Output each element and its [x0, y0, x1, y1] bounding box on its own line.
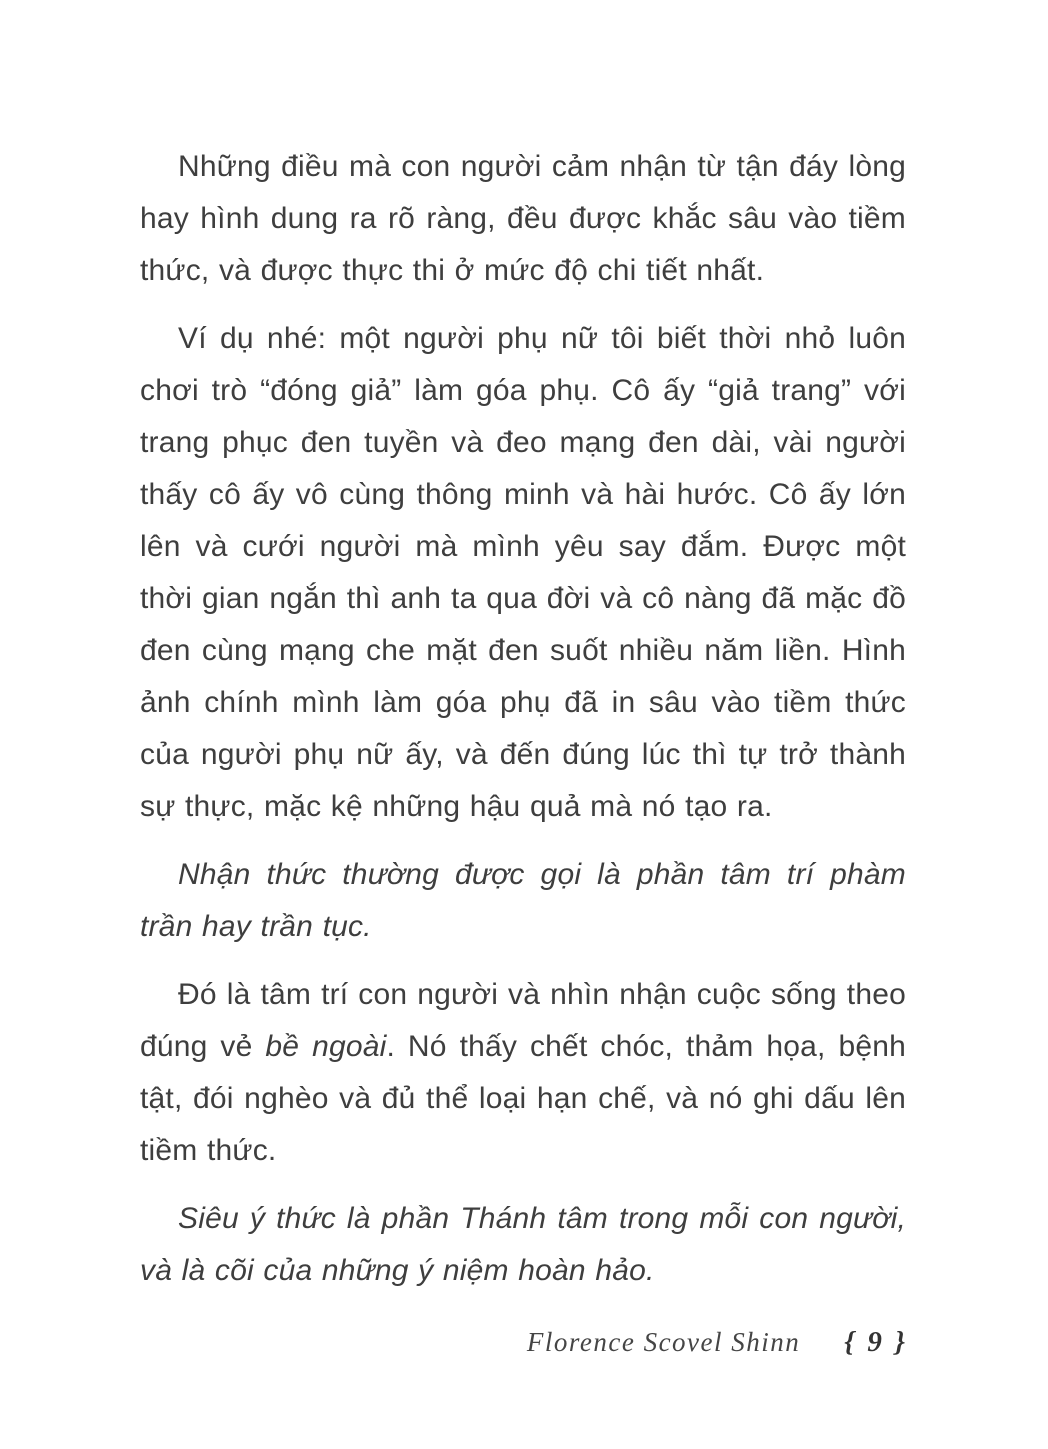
- paragraph: Những điều mà con người cảm nhận từ tận đáy lòng hay hình dung ra rõ ràng, đều được khắc sâu vào tiềm thức, và được thực thi ở mức độ chi tiết nhất.: [140, 150, 906, 287]
- paragraph-segment-italic: bề ngoài: [265, 1030, 387, 1063]
- folio-close-brace: }: [894, 1326, 905, 1358]
- paragraph-emphasized: Siêu ý thức là phần Thánh tâm trong mỗi con người, và là cõi của những ý niệm hoàn hảo.: [140, 1202, 906, 1287]
- footer-author-name: Florence Scovel Shinn: [526, 1327, 801, 1357]
- paragraph: Ví dụ nhé: một người phụ nữ tôi biết thời nhỏ luôn chơi trò “đóng giả” làm góa phụ. Cô ấy “giả trang” với trang phục đen tuyền và đeo mạng đen dài, vài người thấy cô ấy vô cùng thông minh và hài hước. Cô ấy lớn lên và cưới người mà mình yêu say đắm. Được một thời gian ngắn thì anh ta qua đời và cô nàng đã mặc đồ đen cùng mạng che mặt đen suốt nhiều năm liền. Hình ảnh chính mình làm góa phụ đã in sâu vào tiềm thức của người phụ nữ ấy, và đến đúng lúc thì tự trở thành sự thực, mặc kệ những hậu quả mà nó tạo ra.: [140, 322, 906, 823]
- paragraph-emphasized: Nhận thức thường được gọi là phần tâm trí phàm trần hay trần tục.: [140, 858, 906, 943]
- page-body-text: [140, 141, 906, 1313]
- folio-number: 9: [867, 1326, 882, 1358]
- paragraph-segment: Đó là tâm trí con người và nhìn nhận cuộc sống theo đúng vẻ: [140, 978, 906, 1063]
- folio-open-brace: {: [844, 1326, 855, 1358]
- paragraph-segment: . Nó thấy chết chóc, thảm họa, bệnh tật, đói nghèo và đủ thể loại hạn chế, và nó ghi dấu lên tiềm thức.: [140, 1030, 906, 1167]
- page-footer: [527, 1326, 905, 1359]
- footer-page-number: [844, 1326, 905, 1359]
- paragraph: [140, 969, 906, 1177]
